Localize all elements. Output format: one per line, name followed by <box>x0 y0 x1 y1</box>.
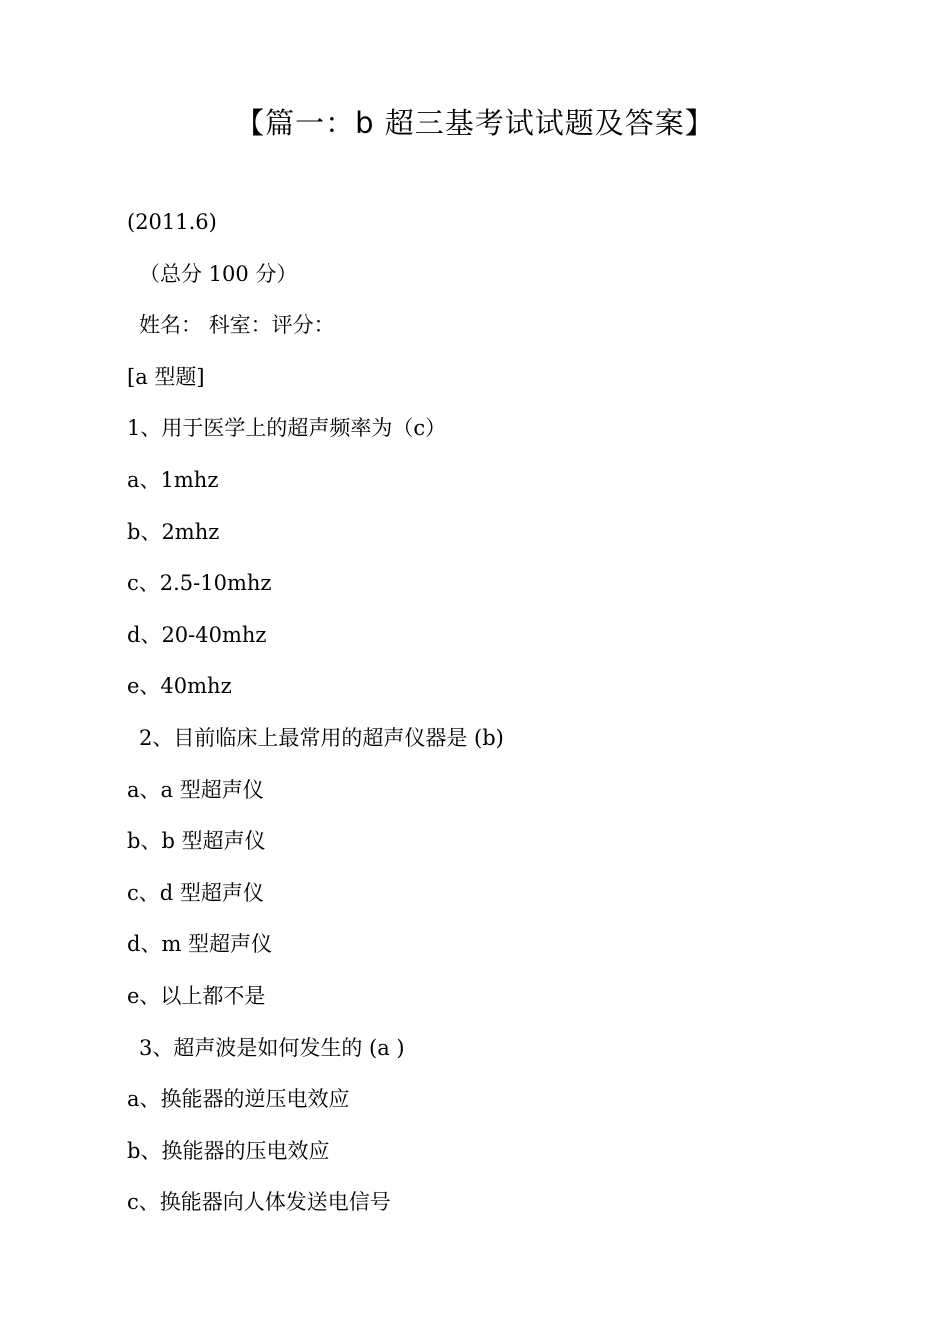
question-text: 3、超声波是如何发生的 (a ) <box>139 1035 405 1060</box>
question-text: 2、目前临床上最常用的超声仪器是 (b) <box>139 725 504 750</box>
answer-option: c、2.5-10mhz <box>127 571 272 596</box>
answer-option: a、换能器的逆压电效应 <box>127 1087 350 1112</box>
text-line: (2011.6) <box>127 210 217 234</box>
answer-option: e、以上都不是 <box>127 983 266 1008</box>
answer-option: b、b 型超声仪 <box>127 829 266 854</box>
answer-option: c、换能器向人体发送电信号 <box>127 1190 391 1215</box>
answer-option: c、d 型超声仪 <box>127 880 264 905</box>
answer-option: e、40mhz <box>127 674 232 699</box>
text-line: 姓名： 科室：评分： <box>139 313 335 338</box>
answer-option: b、2mhz <box>127 519 220 544</box>
answer-option: a、1mhz <box>127 467 219 492</box>
question-text: 1、用于医学上的超声频率为（c） <box>127 416 447 441</box>
text-line: （总分 100 分） <box>139 261 298 286</box>
answer-option: a、a 型超声仪 <box>127 777 264 802</box>
answer-option: d、20-40mhz <box>127 622 267 647</box>
section-heading: [a 型题] <box>127 364 205 389</box>
document-title: 【篇一：b 超三基考试试题及答案】 <box>235 106 715 140</box>
answer-option: d、m 型超声仪 <box>127 932 273 957</box>
answer-option: b、换能器的压电效应 <box>127 1138 330 1163</box>
document-body <box>127 204 907 1236</box>
